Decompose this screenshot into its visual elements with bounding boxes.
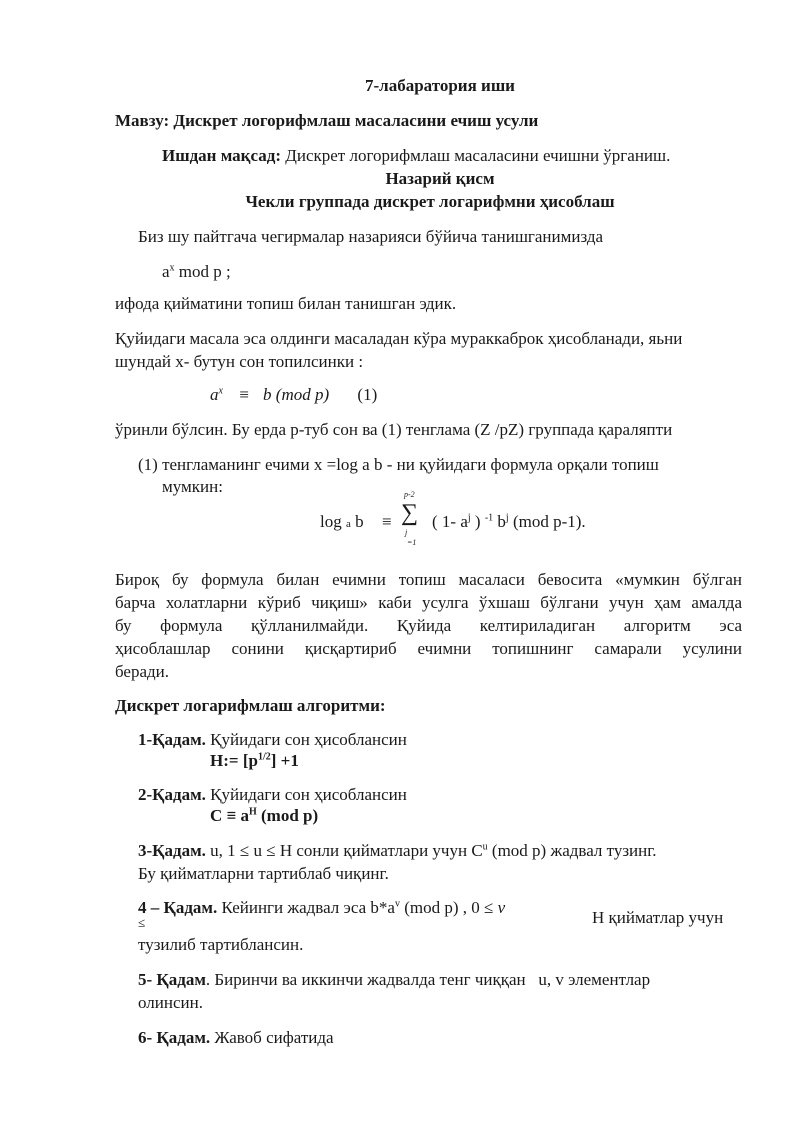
step-3: 3-Қадам. u, 1 ≤ u ≤ H сонли қийматлари учун $C^u$ (mod p) жадвал тузинг. [138,841,657,860]
page-title: 7-лабаратория иши [365,76,515,95]
step-5-line-2: олинсин. [138,993,203,1012]
topic-text: Дискрет логорифмлаш масаласини ечиш усули [173,111,539,130]
paragraph-5-line-2: мумкин: [162,477,223,496]
sum-upper-limit: p-2 [404,490,415,499]
topic-label: Мавзу: [115,111,170,130]
step-2: 2-Қадам. Қуйидаги сон ҳисоблансин [138,785,407,804]
algorithm-title: Дискрет логарифмлаш алгоритми: [115,696,386,715]
expression-ax-mod-p: $a^x$ mod p ; [162,262,231,281]
sum-index: j [405,528,408,537]
goal-label: Ишдан мақсад: [162,146,281,165]
formula-lhs: log a b ≡ [320,512,392,531]
paragraph-4: ўринли бўлсин. Бу ерда p-туб сон ва (1) тенглама (Z /pZ) группада қараляпти [115,420,673,439]
step-4-right-text: H қийматлар учун [592,908,724,927]
step-1-formula: H:= $[p^{1/2}] +1$ [210,751,299,770]
section-subtitle: Чекли группада дискрет логарифмни ҳисоблаш [245,192,615,211]
paragraph-6-line-5: беради. [115,662,170,681]
paragraph-2: ифода қийматини топиш билан танишган эдик. [115,294,457,313]
goal-text: Дискрет логорифмлаш масаласини ечишни ўрганиш. [285,146,671,165]
sum-sign: ∑ [401,500,419,526]
paragraph-3-line-2: шундай x- бутун сон топилсинки : [115,352,364,371]
step-2-formula: $C \equiv a^H$ (mod p) [210,806,319,825]
equation-number: (1) [357,385,378,404]
section-title: Назарий қисм [385,169,495,188]
paragraph-5-line-1: (1) тенгламанинг ечими x =log a b - ни қуйидаги формула орқали топиш [138,455,659,474]
paragraph-6-line-3: бу формула қўлланилмайди. Қуйида келтириладиган алгоритм эса [115,616,742,635]
step-4-le: ≤ [138,915,146,930]
step-1: 1-Қадам. Қуйидаги сон ҳисоблансин [138,730,407,749]
paragraph-6-line-2: барча холатларни кўриб чиқиш» каби усулга ўхшаш бўлгани учун ҳам амалда [115,593,742,612]
step-6: 6- Қадам. Жавоб сифатида [138,1028,334,1047]
step-3-line-2: Бу қийматларни тартиблаб чиқинг. [138,864,389,883]
formula-term: ( 1- $a^j$ ) $^{-1}$ $b^j$ (mod p-1). [432,512,586,531]
sum-lower-limit: =1 [407,538,417,547]
paragraph-6-line-1: Бироқ бу формула билан ечимни топиш масаласи бевосита «мумкин бўлган [115,570,742,589]
equation-1: $a^x \equiv b$ (mod p) (1) [210,385,378,404]
topic-line [115,110,538,132]
step-4: 4 – Қадам. Кейинги жадвал эса $b*a^v$ (mod p) , 0 ≤ v [138,898,506,917]
paragraph-3-line-1: Қуйидаги масала эса олдинги масаладан кўра мураккаброк ҳисобланади, яьни [115,329,683,348]
step-4-line-2: тузилиб тартиблансин. [138,935,304,954]
goal-line [162,145,670,167]
step-5: 5- Қадам. Биринчи ва иккинчи жадвалда тенг чиққан u, v элементлар [138,970,651,989]
paragraph-1: Биз шу пайтгача чегирмалар назарияси бўйича танишганимизда [138,227,604,246]
paragraph-6-line-4: ҳисоблашлар сонини қисқартириб ечимни топишнинг самарали усулини [115,639,742,658]
